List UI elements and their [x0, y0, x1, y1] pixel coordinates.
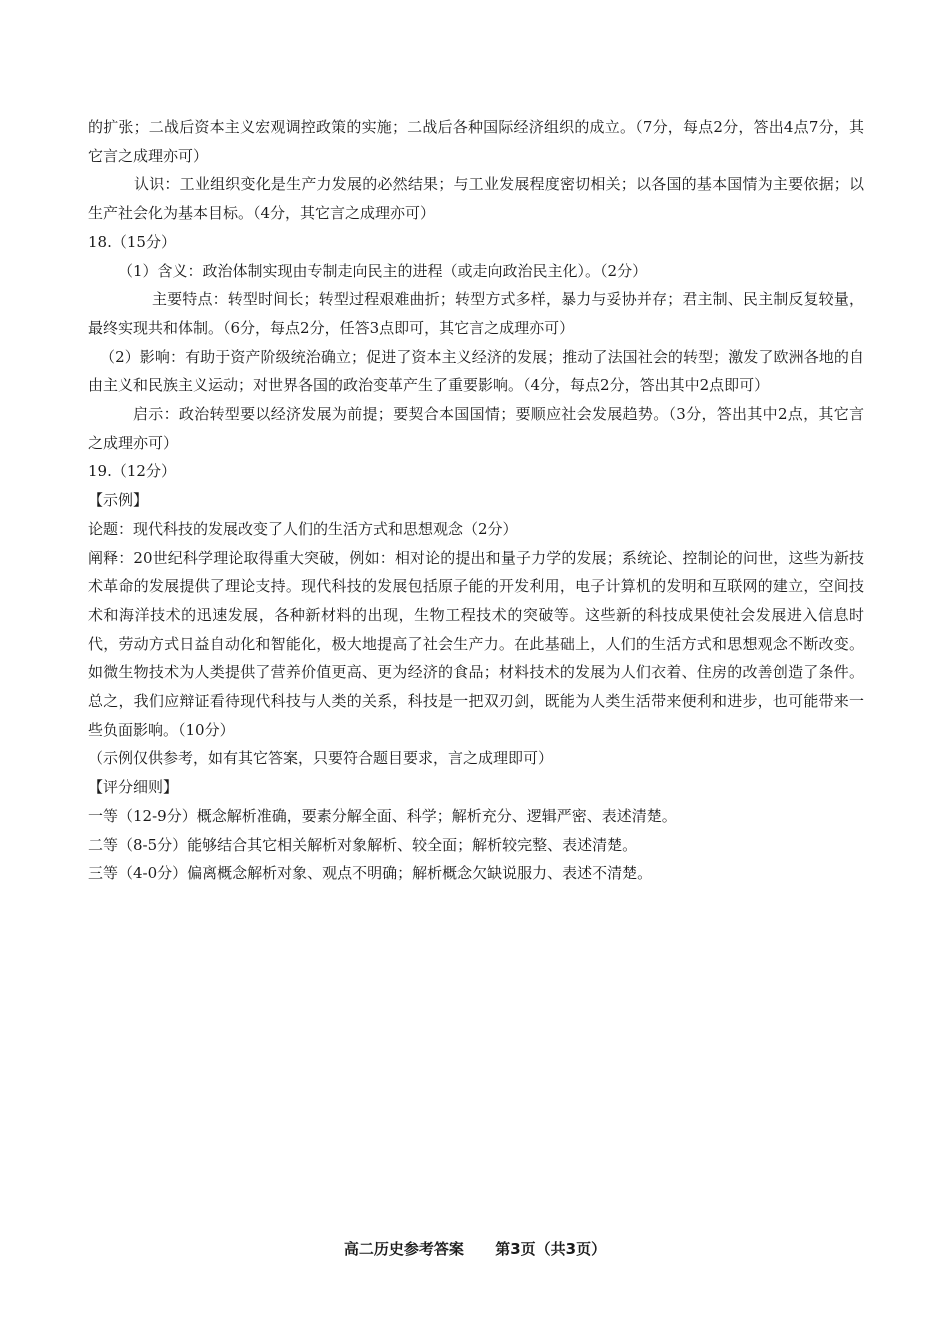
q18-part2-impact: （2）影响：有助于资产阶级统治确立；促进了资本主义经济的发展；推动了法国社会的转型；激发了欧洲各地的自由主义和民族主义运动；对世界各国的政治变革产生了重要影响。（4分，每点2分，答出其中2点即可） — [88, 347, 864, 395]
grade-second: 二等（8-5分）能够结合其它相关解析对象解析、较全面；解析较完整、表述清楚。 — [88, 835, 638, 854]
footer-title: 高二历史参考答案 — [343, 1240, 464, 1258]
footer-page-number: 第3页（共3页） — [495, 1240, 607, 1258]
page-footer — [0, 1238, 950, 1259]
q18-part1-features: 主要特点：转型时间长；转型过程艰难曲折；转型方式多样，暴力与妥协并存；君主制、民主制反复较量，最终实现共和体制。（6分，每点2分，任答3点即可，其它言之成理亦可） — [88, 290, 864, 337]
q17-insight: 认识：工业组织变化是生产力发展的必然结果；与工业发展程度密切相关；以各国的基本国情为主要依据；以生产社会化为基本目标。（4分，其它言之成理亦可） — [88, 175, 864, 223]
example-note: （示例仅供参考，如有其它答案，只要符合题目要求，言之成理即可） — [88, 749, 554, 768]
example-explanation: 阐释：20世纪科学理论取得重大突破，例如：相对论的提出和量子力学的发展；系统论、控制论的问世，这些为新技术革命的发展提供了理论支持。现代科技的发展包括原子能的开发利用，电子计算机的发明和互联网的建立，空间技术和海洋技术的迅速发展，各种新材料的出现，生物工程技术的突破等。这些新的科技成果使社会发展进入信息时代，劳动方式日益自动化和智能化，极大地提高了社会生产力。在此基础上，人们的生活方式和思想观念不断改变。如微生物技术为人类提供了营养价值更高、更为经济的食品；材料技术的发展为人们衣着、住房的改善创造了条件。总之，我们应辩证看待现代科技与人类的关系，科技是一把双刃剑，既能为人类生活带来便利和进步，也可能带来一些负面影响。（10分） — [88, 548, 864, 739]
example-thesis: 论题：现代科技的发展改变了人们的生活方式和思想观念（2分） — [88, 519, 518, 538]
grade-first: 一等（12-9分）概念解析准确，要素分解全面、科学；解析充分、逻辑严密、表述清楚。 — [88, 806, 677, 825]
grade-third: 三等（4-0分）偏离概念解析对象、观点不明确；解析概念欠缺说服力、表述不清楚。 — [88, 864, 653, 883]
grading-heading: 【评分细则】 — [88, 778, 179, 797]
q19-heading: 19.（12分） — [88, 462, 176, 481]
q17-answer-continued: 的扩张；二战后资本主义宏观调控政策的实施；二战后各种国际经济组织的成立。（7分，每点2分，答出4点7分，其它言之成理亦可） — [88, 118, 864, 165]
q18-part2-insight: 启示：政治转型要以经济发展为前提；要契合本国国情；要顺应社会发展趋势。（3分，答出其中2点，其它言之成理亦可） — [88, 405, 864, 452]
q18-heading: 18.（15分） — [88, 232, 176, 251]
example-heading: 【示例】 — [88, 491, 149, 510]
answer-document — [88, 113, 864, 888]
q18-part1-meaning: （1）含义：政治体制实现由专制走向民主的进程（或走向政治民主化）。（2分） — [118, 261, 648, 280]
